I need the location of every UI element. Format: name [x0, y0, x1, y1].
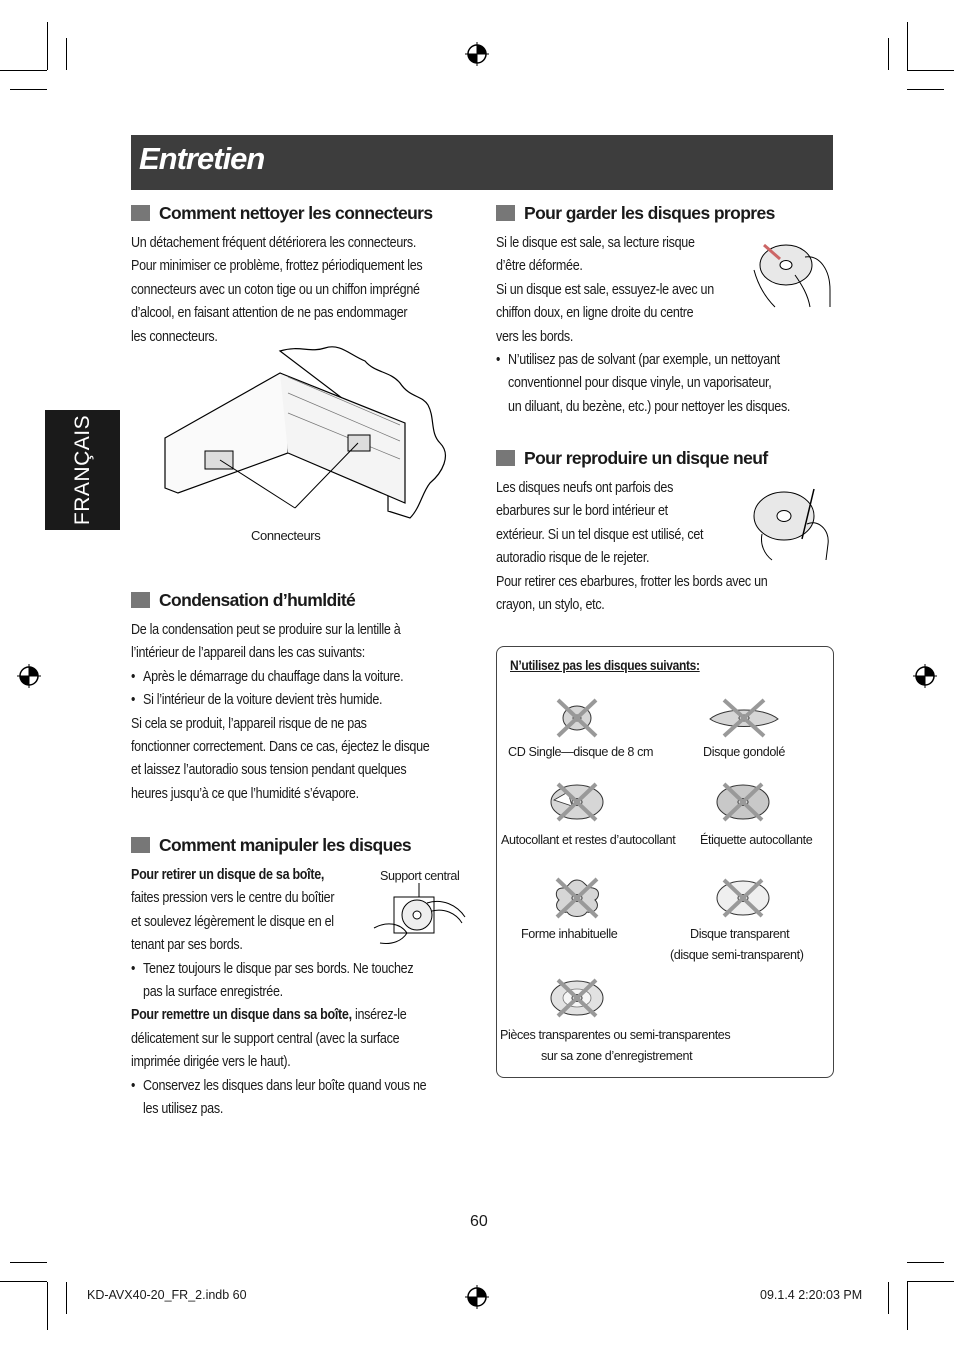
- heading-square-icon: [496, 450, 515, 466]
- heading-square-icon: [131, 205, 150, 221]
- warped-disc-crossed-icon: [704, 697, 784, 739]
- language-tab-label: FRANÇAIS: [70, 414, 94, 526]
- section-heading-propres: Pour garder les disques propres: [496, 203, 775, 224]
- page-number: 60: [470, 1213, 488, 1230]
- support-central-label: Support central: [380, 869, 460, 883]
- crop-mark: [907, 70, 954, 71]
- caption-autocollant: Autocollant et restes d’autocollant: [501, 833, 676, 847]
- caption-inhabituelle: Forme inhabituelle: [521, 927, 618, 941]
- crop-mark: [66, 38, 67, 70]
- crop-mark: [47, 22, 48, 70]
- connecteurs-label: Connecteurs: [251, 528, 321, 543]
- caption-etiquette: Étiquette autocollante: [700, 833, 813, 847]
- label-disc-crossed-icon: [712, 780, 774, 824]
- crop-mark: [888, 1282, 889, 1314]
- crop-mark: [907, 22, 908, 70]
- caption-pieces-1: Pièces transparentes ou semi-transparentes: [500, 1028, 731, 1042]
- transparent-disc-crossed-icon: [712, 876, 774, 920]
- crop-mark: [907, 1281, 954, 1282]
- disc-pencil-illustration: [742, 484, 834, 562]
- list-item: • N’utilisez pas de solvant (par exemple, un nettoyant: [496, 349, 790, 372]
- section-heading-manipuler: Comment manipuler les disques: [131, 835, 411, 856]
- page-title-bar: [131, 135, 833, 190]
- crop-mark: [888, 38, 889, 70]
- odd-shape-disc-crossed-icon: [551, 876, 603, 920]
- sticker-disc-crossed-icon: [546, 780, 608, 824]
- section-heading-condensation: Condensation d’humldité: [131, 590, 355, 611]
- list-item: • Tenez toujours le disque par ses bords. Ne touchez: [131, 958, 426, 981]
- faceplate-connectors-illustration: [160, 343, 460, 528]
- neuf-text: Les disques neufs ont parfois des ebarbures sur le bord intérieur et extérieur. Si un tel disque est utilisé, cet autoradio risque de le rejeter. Pour retirer ces ebarbures, frotter les bords avec un crayon, un stylo, etc.: [496, 480, 768, 614]
- crop-mark: [907, 89, 944, 90]
- caption-gondole: Disque gondolé: [703, 745, 785, 759]
- caption-transparent: Disque transparent: [690, 927, 790, 941]
- connecteurs-text: Un détachement fréquent détériorera les connecteurs. Pour minimiser ce problème, frottez périodiquement les connecteurs avec un coton tige ou un chiffon imprégné d’alcool, en faisant attention de ne pas endommager les connecteurs.: [131, 235, 423, 345]
- list-item: • Si l’intérieur de la voiture devient très humide.: [131, 689, 429, 712]
- crop-mark: [10, 1262, 47, 1263]
- crop-mark: [907, 1282, 908, 1330]
- semi-transparent-disc-crossed-icon: [546, 976, 608, 1020]
- list-item: • Conservez les disques dans leur boîte quand vous ne: [131, 1075, 426, 1098]
- section-heading-neuf: Pour reproduire un disque neuf: [496, 448, 768, 469]
- heading-square-icon: [131, 837, 150, 853]
- language-tab: [45, 410, 120, 530]
- footer-timestamp: 09.1.4 2:20:03 PM: [760, 1288, 863, 1302]
- manipuler-text: Pour retirer un disque de sa boîte, faites pression vers le centre du boîtier et soulevez légèrement le disque en el tenant par ses bords. • Tenez toujours le disque par ses bords. Ne touchez pas la surface enregistrée. Pour remettre un disque dans sa boîte, insérez-le délicatement sur le support central (avec la surface imprimée dirigée vers le haut). • Conservez les disques dans leur boîte quand vous ne les utilisez pas.: [131, 864, 426, 1121]
- crop-mark: [47, 1282, 48, 1330]
- caption-cd-single: CD Single—disque de 8 cm: [508, 745, 654, 759]
- registration-mark-icon: [465, 1285, 489, 1309]
- crop-mark: [0, 70, 47, 71]
- list-item: • Après le démarrage du chauffage dans la voiture.: [131, 666, 429, 689]
- disc-wiping-illustration: [750, 235, 835, 310]
- registration-mark-icon: [913, 664, 937, 688]
- registration-mark-icon: [17, 664, 41, 688]
- caption-pieces-2: sur sa zone d’enregistrement: [541, 1049, 693, 1063]
- footer-file-name: KD-AVX40-20_FR_2.indb 60: [87, 1288, 247, 1302]
- propres-text: Si le disque est sale, sa lecture risque d’être déformée. Si un disque est sale, essuyez-le avec un chiffon doux, en ligne droite du centre vers les bords. • N’utilisez pas de solvant (par exemple, un nettoyant conventionnel pour disque vinyle, un vaporisateur, un diluant, du bezène, etc.) pour nettoyer les disques.: [496, 232, 790, 419]
- crop-mark: [907, 1262, 944, 1263]
- condensation-text: De la condensation peut se produire sur la lentille à l’intérieur de l’appareil dans les cas suivants: • Après le démarrage du chauffage dans la voiture. • Si l’intérieur de la voiture devient très humide. Si cela se produit, l’appareil risque de ne pas fonctionner correctement. Dans ce cas, éjectez le disque et laissez l’autoradio sous tension pendant quelques heures jusqu’à ce que l’humidité s’évapore.: [131, 619, 429, 806]
- small-disc-crossed-icon: [554, 697, 600, 739]
- warning-box-title: N’utilisez pas les disques suivants:: [510, 657, 700, 673]
- caption-semi-transparent: (disque semi-transparent): [670, 948, 804, 962]
- page-title: Entretien: [139, 141, 265, 176]
- registration-mark-icon: [465, 42, 489, 66]
- section-heading-connecteurs: Comment nettoyer les connecteurs: [131, 203, 433, 224]
- heading-square-icon: [131, 592, 150, 608]
- heading-square-icon: [496, 205, 515, 221]
- crop-mark: [0, 1281, 47, 1282]
- crop-mark: [66, 1282, 67, 1314]
- crop-mark: [10, 89, 47, 90]
